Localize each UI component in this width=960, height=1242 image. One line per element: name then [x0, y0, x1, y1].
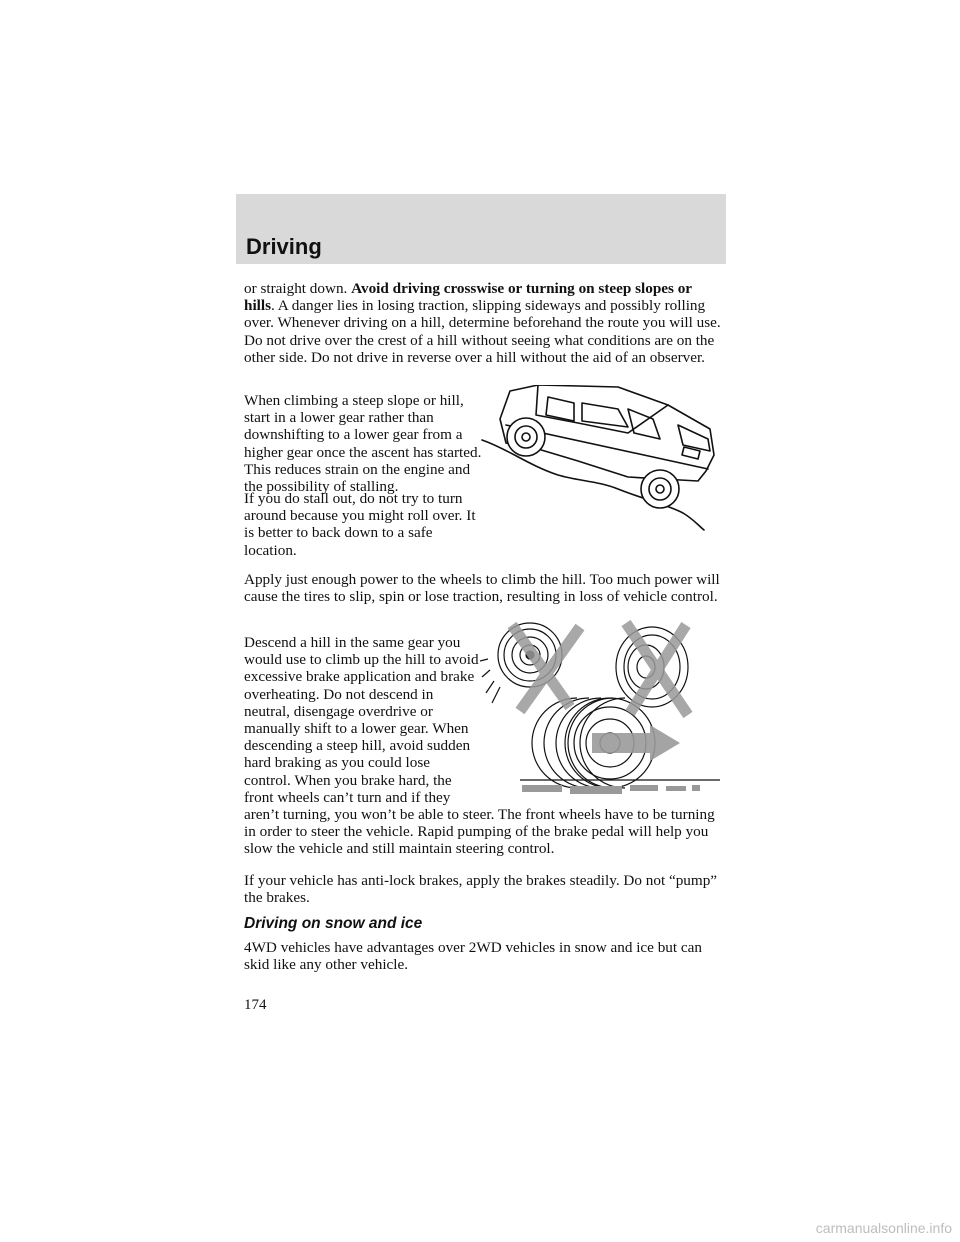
paragraph-text: or straight down.: [244, 280, 352, 297]
paragraph-text: . A danger lies in losing traction, slipping sideways and possibly rolling over. Whenever driving on a hill, determine beforehand the route you will use. Do not drive over the crest of a hill without seeing what conditions are on the other side. Do not drive in reverse over a hill without the aid of an observer.: [244, 297, 721, 366]
paragraph-power: Apply just enough power to the wheels to climb the hill. Too much power will cause the tires to slip, spin or lose traction, resulting in loss of vehicle control.: [244, 571, 720, 606]
bold-warning: Avoid driving crosswise or turning on steep slopes or hills: [244, 280, 692, 315]
wheel-traction-illustration: [480, 615, 725, 803]
watermark: carmanualsonline.info: [815, 1220, 952, 1236]
paragraph-snow-ice: 4WD vehicles have advantages over 2WD vehicles in snow and ice but can skid like any other vehicle.: [244, 939, 702, 974]
paragraph-antilock: If your vehicle has anti-lock brakes, apply the brakes steadily. Do not “pump” the brakes.: [244, 872, 718, 907]
paragraph-crosswise-warning: [244, 280, 724, 366]
subsection-title: Driving on snow and ice: [244, 915, 423, 932]
suv-on-hill-illustration: [478, 385, 726, 533]
section-title: Driving: [246, 234, 322, 259]
page-number: 174: [244, 997, 267, 1013]
paragraph-text: Descend a hill in the same gear you would use to climb up the hill to avoid excessive brake application and brake overheating. Do not descend in neutral, disengage overdrive or manually shift to a lower gear. When descending a steep hill, avoid sudden hard braking as you could lose control. When you brake hard, the front wheels can’t turn and if they aren’t turning, you won’t be able to steer. The front wheels have to be turning in order to steer the vehicle. Rapid pumping of the brake pedal will help you slow the vehicle and still maintain steering control.: [244, 634, 715, 858]
paragraph-stall: If you do stall out, do not try to turn around because you might roll over. It is better to back down to a safe location.: [244, 490, 476, 559]
paragraph-climbing: When climbing a steep slope or hill, start in a lower gear rather than downshifting to a lower gear from a higher gear once the ascent has started. This reduces strain on the engine and the possibility of stalling.: [244, 392, 482, 496]
